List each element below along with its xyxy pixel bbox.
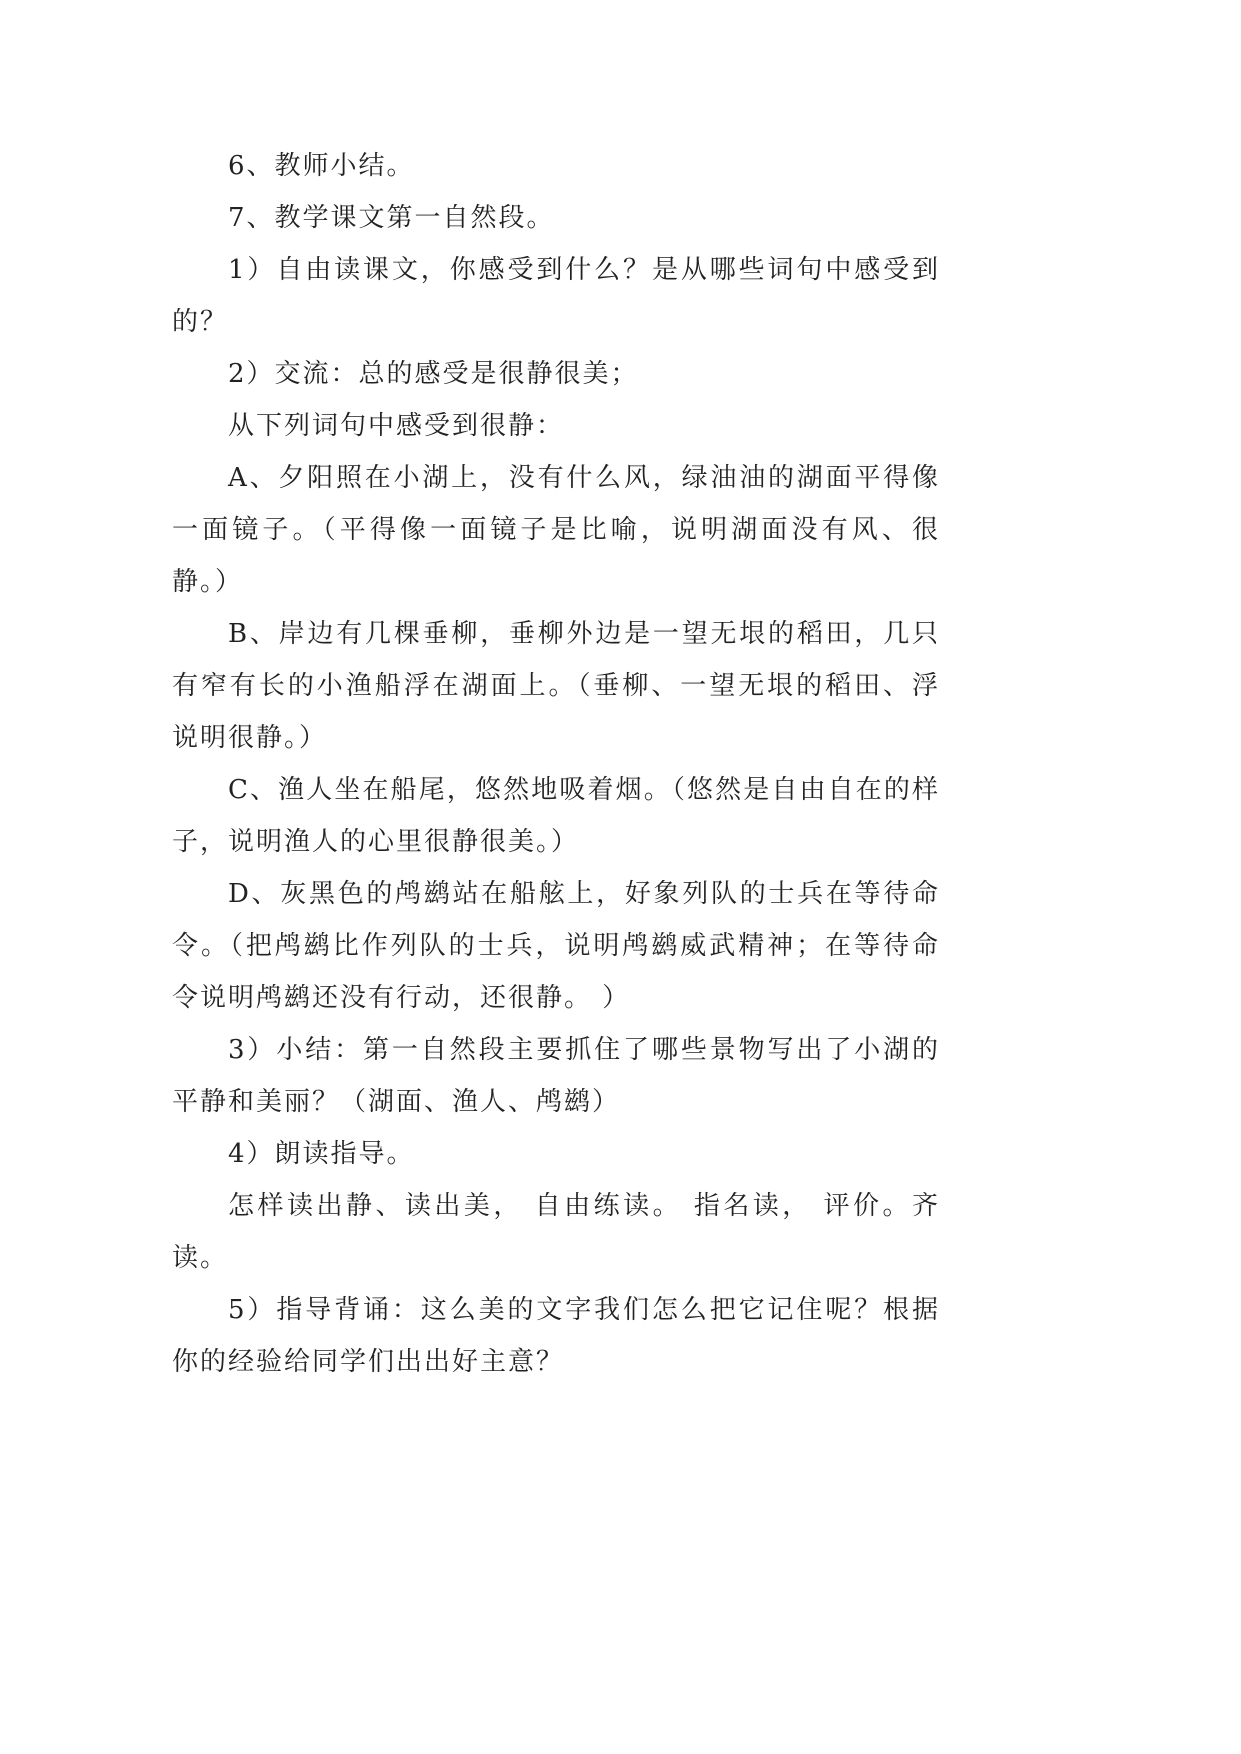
paragraph-reading-methods: 怎样读出静、读出美， 自由练读。 指名读， 评价。齐读。 [172,1191,940,1273]
paragraph-item-a: A、夕阳照在小湖上，没有什么风，绿油油的湖面平得像一面镜子。（平得像一面镜子是比喻，说明湖面没有风、很静。） [172,463,940,597]
document-body [172,140,940,1388]
paragraph-item-d: D、灰黑色的鸬鹚站在船舷上，好象列队的士兵在等待命令。（把鸬鹚比作列队的士兵，说明鸬鹚威武精神；在等待命令说明鸬鹚还没有行动，还很静。 ） [172,879,940,1013]
paragraph-item-c: C、渔人坐在船尾，悠然地吸着烟。（悠然是自由自在的样子，说明渔人的心里很静很美。） [172,775,940,857]
paragraph-free-reading: 1）自由读课文，你感受到什么？是从哪些词句中感受到的？ [172,255,940,337]
paragraph-quiet-phrases-intro: 从下列词句中感受到很静： [228,411,565,441]
paragraph-step-7: 7、教学课文第一自然段。 [228,203,555,233]
paragraph-recitation-guide: 5）指导背诵：这么美的文字我们怎么把它记住呢？根据你的经验给同学们出出好主意？ [172,1295,940,1377]
paragraph-exchange: 2）交流：总的感受是很静很美； [228,359,639,389]
paragraph-summary: 3）小结：第一自然段主要抓住了哪些景物写出了小湖的平静和美丽？（湖面、渔人、鸬鹚） [172,1035,940,1117]
paragraph-item-b: B、岸边有几棵垂柳，垂柳外边是一望无垠的稻田，几只有窄有长的小渔船浮在湖面上。（垂柳、一望无垠的稻田、浮说明很静。） [172,619,940,753]
paragraph-teacher-summary: 6、教师小结。 [228,151,415,181]
paragraph-reading-guide: 4）朗读指导。 [228,1139,415,1169]
